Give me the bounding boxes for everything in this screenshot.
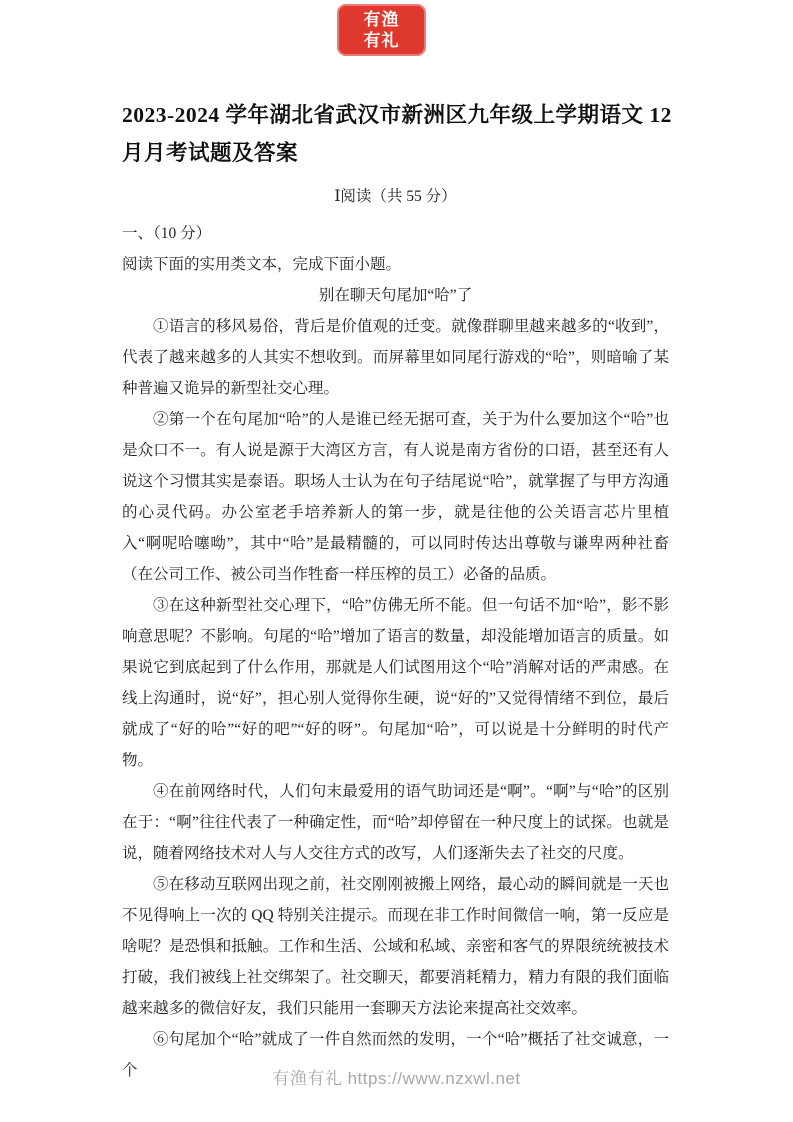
question-number: 一、（10 分） xyxy=(122,225,212,242)
page-title xyxy=(122,96,672,172)
article-paragraph: ④在前网络时代，人们句末最爱用的语气助词还是“啊”。“啊”与“哈”的区别在于：“啊”往往代表了一种确定性，而“哈”却停留在一种尺度上的试探。也就是说，随着网络技术对人与人交往方式的改写，人们逐渐失去了社交的尺度。 xyxy=(122,783,669,862)
article-title: 别在聊天句尾加“哈”了 xyxy=(318,287,473,304)
document-body xyxy=(122,218,669,1086)
document-content xyxy=(122,96,672,1086)
site-stamp xyxy=(337,4,426,56)
article-paragraph: ⑥句尾加个“哈”就成了一件自然而然的发明，一个“哈”概括了社交诚意，一个 xyxy=(122,1031,669,1079)
section-header: Ⅰ阅读（共 55 分） xyxy=(334,188,457,205)
question-instruction: 阅读下面的实用类文本，完成下面小题。 xyxy=(122,256,402,273)
page-title-line-1: 2023-2024 学年湖北省武汉市新洲区九年级上学期语文 12 xyxy=(122,103,672,127)
article-paragraph: ⑤在移动互联网出现之前，社交刚刚被搬上网络，最心动的瞬间就是一天也不见得响上一次的 QQ 特别关注提示。而现在非工作时间微信一响，第一反应是啥呢？是恐惧和抵触。工作和生活、公域和私域、亲密和客气的界限统统被技术打破，我们被线上社交绑架了。社交聊天，都要消耗精力，精力有限的我们面临越来越多的微信好友，我们只能用一套聊天方法论来提高社交效率。 xyxy=(122,876,669,1017)
article-paragraph: ②第一个在句尾加“哈”的人是谁已经无据可查，关于为什么要加这个“哈”也是众口不一。有人说是源于大湾区方言，有人说是南方省份的口语，甚至还有人说这个习惯其实是泰语。职场人士认为在句子结尾说“哈”，就掌握了与甲方沟通的心灵代码。办公室老手培养新人的第一步，就是往他的公关语言芯片里植入“啊呢哈噻呦”，其中“哈”是最精髓的，可以同时传达出尊敬与谦卑两种社畜（在公司工作、被公司当作牲畜一样压榨的员工）必备的品质。 xyxy=(122,411,669,583)
footer-watermark: 有渔有礼 https://www.nzxwl.net xyxy=(272,1069,521,1088)
page-title-line-2: 月月考试题及答案 xyxy=(122,141,299,165)
site-stamp-text: 有渔有礼 xyxy=(363,9,400,50)
article-paragraph: ③在这种新型社交心理下，“哈”仿佛无所不能。但一句话不加“哈”，影不影响意思呢？不影响。句尾的“哈”增加了语言的数量，却没能增加语言的质量。如果说它到底起到了什么作用，那就是人们试图用这个“哈”消解对话的严肃感。在线上沟通时，说“好”，担心别人觉得你生硬，说“好的”又觉得情绪不到位，最后就成了“好的哈”“好的吧”“好的呀”。句尾加“哈”，可以说是十分鲜明的时代产物。 xyxy=(122,597,669,769)
article-paragraph: ①语言的移风易俗，背后是价值观的迁变。就像群聊里越来越多的“收到”，代表了越来越多的人其实不想收到。而屏幕里如同尾行游戏的“哈”，则暗喻了某种普遍又诡异的新型社交心理。 xyxy=(122,318,669,397)
